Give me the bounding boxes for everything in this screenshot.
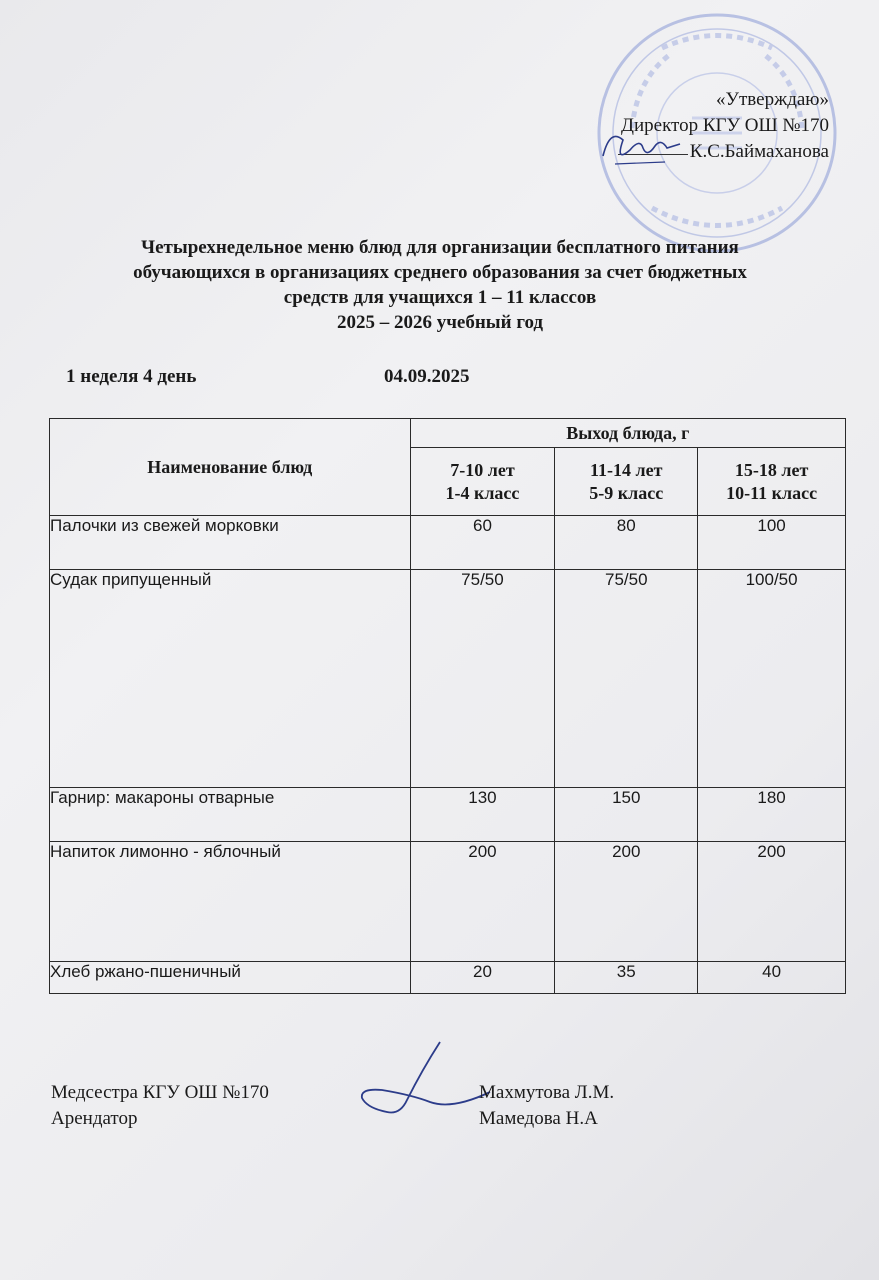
footer-names xyxy=(479,1080,614,1132)
portion-value: 40 xyxy=(698,962,846,994)
dish-name: Напиток лимонно - яблочный xyxy=(50,842,411,962)
portion-value: 150 xyxy=(555,788,698,842)
nurse-name: Махмутова Л.М. xyxy=(479,1082,615,1103)
footer-roles xyxy=(51,1080,269,1132)
title-line-4: 2025 – 2026 учебный год xyxy=(336,312,544,333)
approval-position: Директор КГУ ОШ №170 xyxy=(621,115,829,136)
portion-value: 200 xyxy=(698,842,846,962)
portion-value: 200 xyxy=(555,842,698,962)
menu-meta xyxy=(66,366,470,388)
header-portion-output: Выход блюда, г xyxy=(410,419,845,448)
header-age-group: 7-10 лет 1-4 класс xyxy=(410,448,555,516)
portion-value: 100/50 xyxy=(698,570,846,788)
portion-value: 75/50 xyxy=(555,570,698,788)
portion-value: 75/50 xyxy=(410,570,555,788)
tenant-role: Арендатор xyxy=(51,1108,138,1129)
portion-value: 130 xyxy=(410,788,555,842)
table-row xyxy=(50,788,846,842)
dish-name: Судак припущенный xyxy=(50,570,411,788)
portion-value: 35 xyxy=(555,962,698,994)
table-row xyxy=(50,842,846,962)
title-line-2: обучающихся в организациях среднего образования за счет бюджетных xyxy=(133,262,747,283)
document-title xyxy=(40,235,840,335)
portion-value: 180 xyxy=(698,788,846,842)
portion-value: 60 xyxy=(410,516,555,570)
week-day-label: 1 неделя 4 день xyxy=(66,366,197,387)
dish-name: Палочки из свежей морковки xyxy=(50,516,411,570)
nurse-signature xyxy=(352,1040,492,1130)
table-row xyxy=(50,962,846,994)
portion-value: 20 xyxy=(410,962,555,994)
director-name: К.С.Баймаханова xyxy=(689,141,829,162)
dish-name: Гарнир: макароны отварные xyxy=(50,788,411,842)
dish-name: Хлеб ржано-пшеничный xyxy=(50,962,411,994)
menu-date: 04.09.2025 xyxy=(384,366,470,387)
portion-value: 80 xyxy=(555,516,698,570)
header-age-group: 11-14 лет 5-9 класс xyxy=(555,448,698,516)
title-line-3: средств для учащихся 1 – 11 классов xyxy=(283,287,597,308)
portion-value: 100 xyxy=(698,516,846,570)
nurse-role: Медсестра КГУ ОШ №170 xyxy=(51,1082,269,1103)
approval-heading: «Утверждаю» xyxy=(716,89,829,110)
table-row xyxy=(50,516,846,570)
header-age-group: 15-18 лет 10-11 класс xyxy=(698,448,846,516)
menu-table xyxy=(49,418,846,994)
header-dish-name: Наименование блюд xyxy=(50,419,411,516)
title-line-1: Четырехнедельное меню блюд для организации бесплатного питания xyxy=(141,237,739,258)
tenant-name: Мамедова Н.А xyxy=(479,1108,598,1129)
table-row xyxy=(50,570,846,788)
portion-value: 200 xyxy=(410,842,555,962)
director-signature xyxy=(595,118,685,178)
